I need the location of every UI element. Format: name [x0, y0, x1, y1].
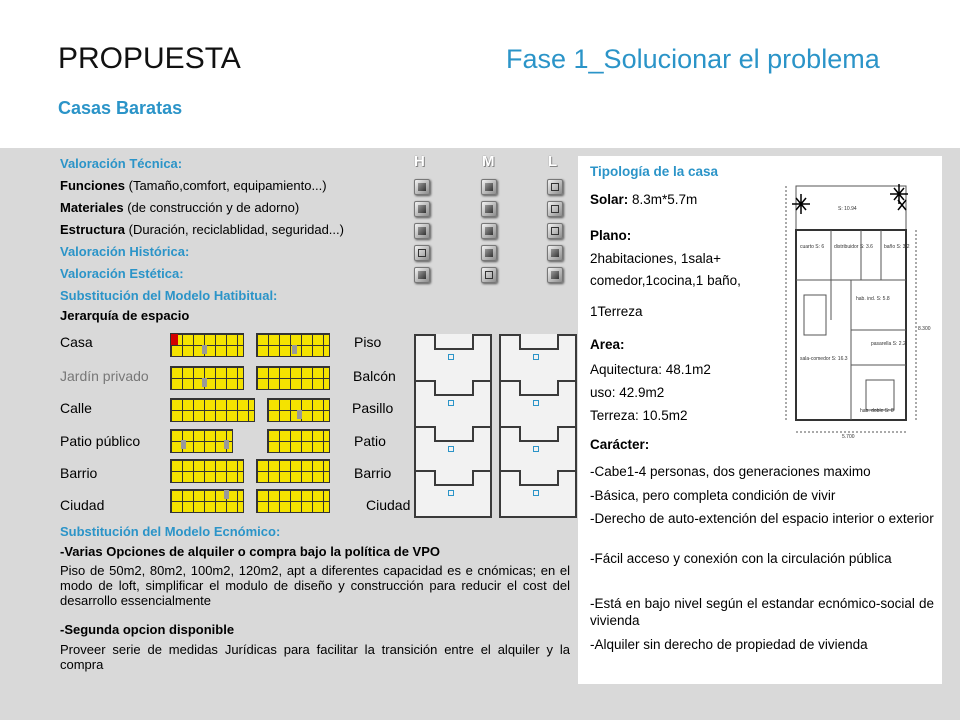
room-label: hab. ind. S: 5.8 — [856, 296, 890, 302]
hierarchy-left-label: Barrio — [60, 465, 98, 481]
economic-paragraph2: Proveer serie de medidas Jurídicas para facilitar la transición entre el alquiler y la compra — [60, 642, 570, 672]
rating-checkbox[interactable] — [414, 223, 430, 239]
valoracion-tecnica-heading: Valoración Técnica: — [60, 156, 183, 171]
schematic-plan — [499, 380, 577, 428]
room-label: baño S: 3.2 — [884, 244, 910, 250]
plano-line: 1Terreza — [590, 304, 643, 319]
solar-line — [590, 192, 697, 207]
header-h: H — [414, 153, 425, 170]
hierarchy-left-label: Patio público — [60, 433, 141, 449]
rating-checkbox[interactable] — [414, 267, 430, 283]
hierarchy-right-label: Patio — [354, 433, 386, 449]
hierarchy-left-label: Casa — [60, 334, 93, 350]
gray-mark — [224, 440, 229, 449]
room-label: cuarto S: 6 — [800, 244, 825, 250]
schematic-plan — [499, 426, 577, 474]
caracter-item: -Básica, pero completa condición de vivir — [590, 488, 836, 503]
rating-checkbox[interactable] — [481, 245, 497, 261]
rating-checkbox[interactable] — [414, 179, 430, 195]
hierarchy-right-label: Ciudad — [366, 497, 411, 513]
economic-option2: -Segunda opcion disponible — [60, 622, 235, 637]
floor-plan-drawing — [776, 180, 936, 440]
hierarchy-diagram — [170, 459, 244, 483]
gray-mark — [297, 410, 302, 419]
rating-checkbox[interactable] — [547, 179, 563, 195]
criteria-detail: (de construcción y de adorno) — [123, 200, 300, 215]
hierarchy-left-label: Calle — [60, 400, 92, 416]
hierarchy-diagram — [256, 459, 330, 483]
page-title: PROPUESTA — [58, 42, 241, 75]
sofa-outline — [804, 295, 826, 335]
hierarchy-diagram — [170, 489, 244, 513]
room-label: S: 10.94 — [838, 206, 857, 212]
room-label: distribuidor S: 3.6 — [834, 244, 873, 250]
area-line: Terreza: 10.5m2 — [590, 408, 688, 423]
caracter-item: -Alquiler sin derecho de propiedad de vivienda — [590, 637, 868, 652]
rating-checkbox[interactable] — [414, 201, 430, 217]
gray-mark — [224, 490, 229, 499]
hierarchy-diagram — [170, 366, 244, 390]
schematic-plan — [414, 334, 492, 382]
rating-checkbox[interactable] — [481, 223, 497, 239]
criteria-row-funciones — [60, 178, 327, 193]
economic-option1: -Varias Opciones de alquiler o compra bajo la política de VPO — [60, 544, 441, 559]
hierarchy-left-label: Jardín privado — [60, 368, 149, 384]
rating-checkbox[interactable] — [481, 201, 497, 217]
plant-icon — [792, 194, 810, 214]
header-l: L — [548, 153, 558, 170]
caracter-label: Carácter: — [590, 437, 650, 452]
rating-checkbox[interactable] — [547, 267, 563, 283]
gray-mark — [181, 440, 186, 449]
rating-checkbox[interactable] — [547, 223, 563, 239]
valoracion-estetica-heading: Valoración Estética: — [60, 266, 184, 281]
plant-icon — [898, 200, 906, 210]
criteria-detail: (Tamaño,comfort, equipamiento...) — [125, 178, 327, 193]
gray-mark — [292, 345, 297, 354]
hierarchy-diagram — [256, 489, 330, 513]
gray-mark — [202, 378, 207, 387]
phase-title: Fase 1_Solucionar el problema — [506, 44, 880, 74]
highlight-mark — [171, 334, 178, 345]
hierarchy-left-label: Ciudad — [60, 497, 105, 513]
header-m: M — [482, 153, 495, 170]
criteria-row-estructura — [60, 222, 344, 237]
hierarchy-right-label: Piso — [354, 334, 382, 350]
schematic-plan — [499, 334, 577, 382]
hierarchy-right-label: Barrio — [354, 465, 392, 481]
hierarchy-diagram — [170, 333, 244, 357]
criteria-label: Estructura — [60, 222, 126, 237]
hierarchy-diagram — [170, 398, 255, 422]
hierarchy-right-label: Balcón — [353, 368, 396, 384]
criteria-label: Materiales — [60, 200, 124, 215]
bed-outline — [866, 380, 894, 410]
rating-checkbox[interactable] — [481, 179, 497, 195]
area-label: Area: — [590, 337, 625, 352]
valoracion-historica-heading: Valoración Histórica: — [60, 244, 190, 259]
criteria-label: Funciones — [60, 178, 126, 193]
gray-mark — [202, 345, 207, 354]
caracter-item: -Fácil acceso y conexión con la circulación pública — [590, 551, 892, 566]
room-label: hab. doble S: 8 — [860, 408, 894, 414]
hierarchy-diagram — [256, 366, 330, 390]
typology-heading: Tipología de la casa — [590, 164, 719, 179]
schematic-plan — [414, 426, 492, 474]
room-label: pasarella S: 2.2 — [871, 341, 906, 347]
substitucion-habitual-heading: Substitución del Modelo Hatibitual: — [60, 288, 278, 303]
criteria-detail: (Duración, reciclablidad, seguridad...) — [125, 222, 344, 237]
hierarchy-right-label: Pasillo — [352, 400, 394, 416]
plano-line: 2habitaciones, 1sala+ — [590, 251, 721, 266]
dimension-label: 5.700 — [842, 434, 855, 440]
rating-checkbox[interactable] — [547, 245, 563, 261]
schematic-plan — [499, 470, 577, 518]
rating-checkbox[interactable] — [481, 267, 497, 283]
plano-line: comedor,1cocina,1 baño, — [590, 273, 741, 288]
criteria-row-materiales — [60, 200, 299, 215]
rating-checkbox[interactable] — [414, 245, 430, 261]
rating-checkbox[interactable] — [547, 201, 563, 217]
area-line: uso: 42.9m2 — [590, 385, 665, 400]
schematic-plan — [414, 380, 492, 428]
caracter-item: -Está en bajo nivel según el estandar ecnómico-social de vivienda — [590, 596, 934, 628]
economic-heading: Substitución del Modelo Ecnómico: — [60, 524, 281, 539]
area-line: Aquitectura: 48.1m2 — [590, 362, 711, 377]
room-label: sala-comedor S: 16.3 — [800, 356, 848, 362]
jerarquia-heading: Jerarquía de espacio — [60, 308, 190, 323]
schematic-plan — [414, 470, 492, 518]
subtitle: Casas Baratas — [58, 98, 183, 118]
caracter-item: -Cabe1-4 personas, dos generaciones maximo — [590, 464, 871, 479]
caracter-item: -Derecho de auto-extención del espacio interior o exterior — [590, 511, 934, 526]
solar-label: Solar: — [590, 192, 629, 207]
dimension-label: 8.300 — [918, 326, 931, 332]
plano-label: Plano: — [590, 228, 632, 243]
solar-value: 8.3m*5.7m — [628, 192, 698, 207]
hierarchy-diagram — [267, 429, 330, 453]
economic-paragraph1: Piso de 50m2, 80m2, 100m2, 120m2, apt a diferentes capacidad es e cnómicas; en el modo de loft, simplificar el modulo de diseño y construcción para reducir el cost del desarrollo essencialmente — [60, 563, 570, 608]
